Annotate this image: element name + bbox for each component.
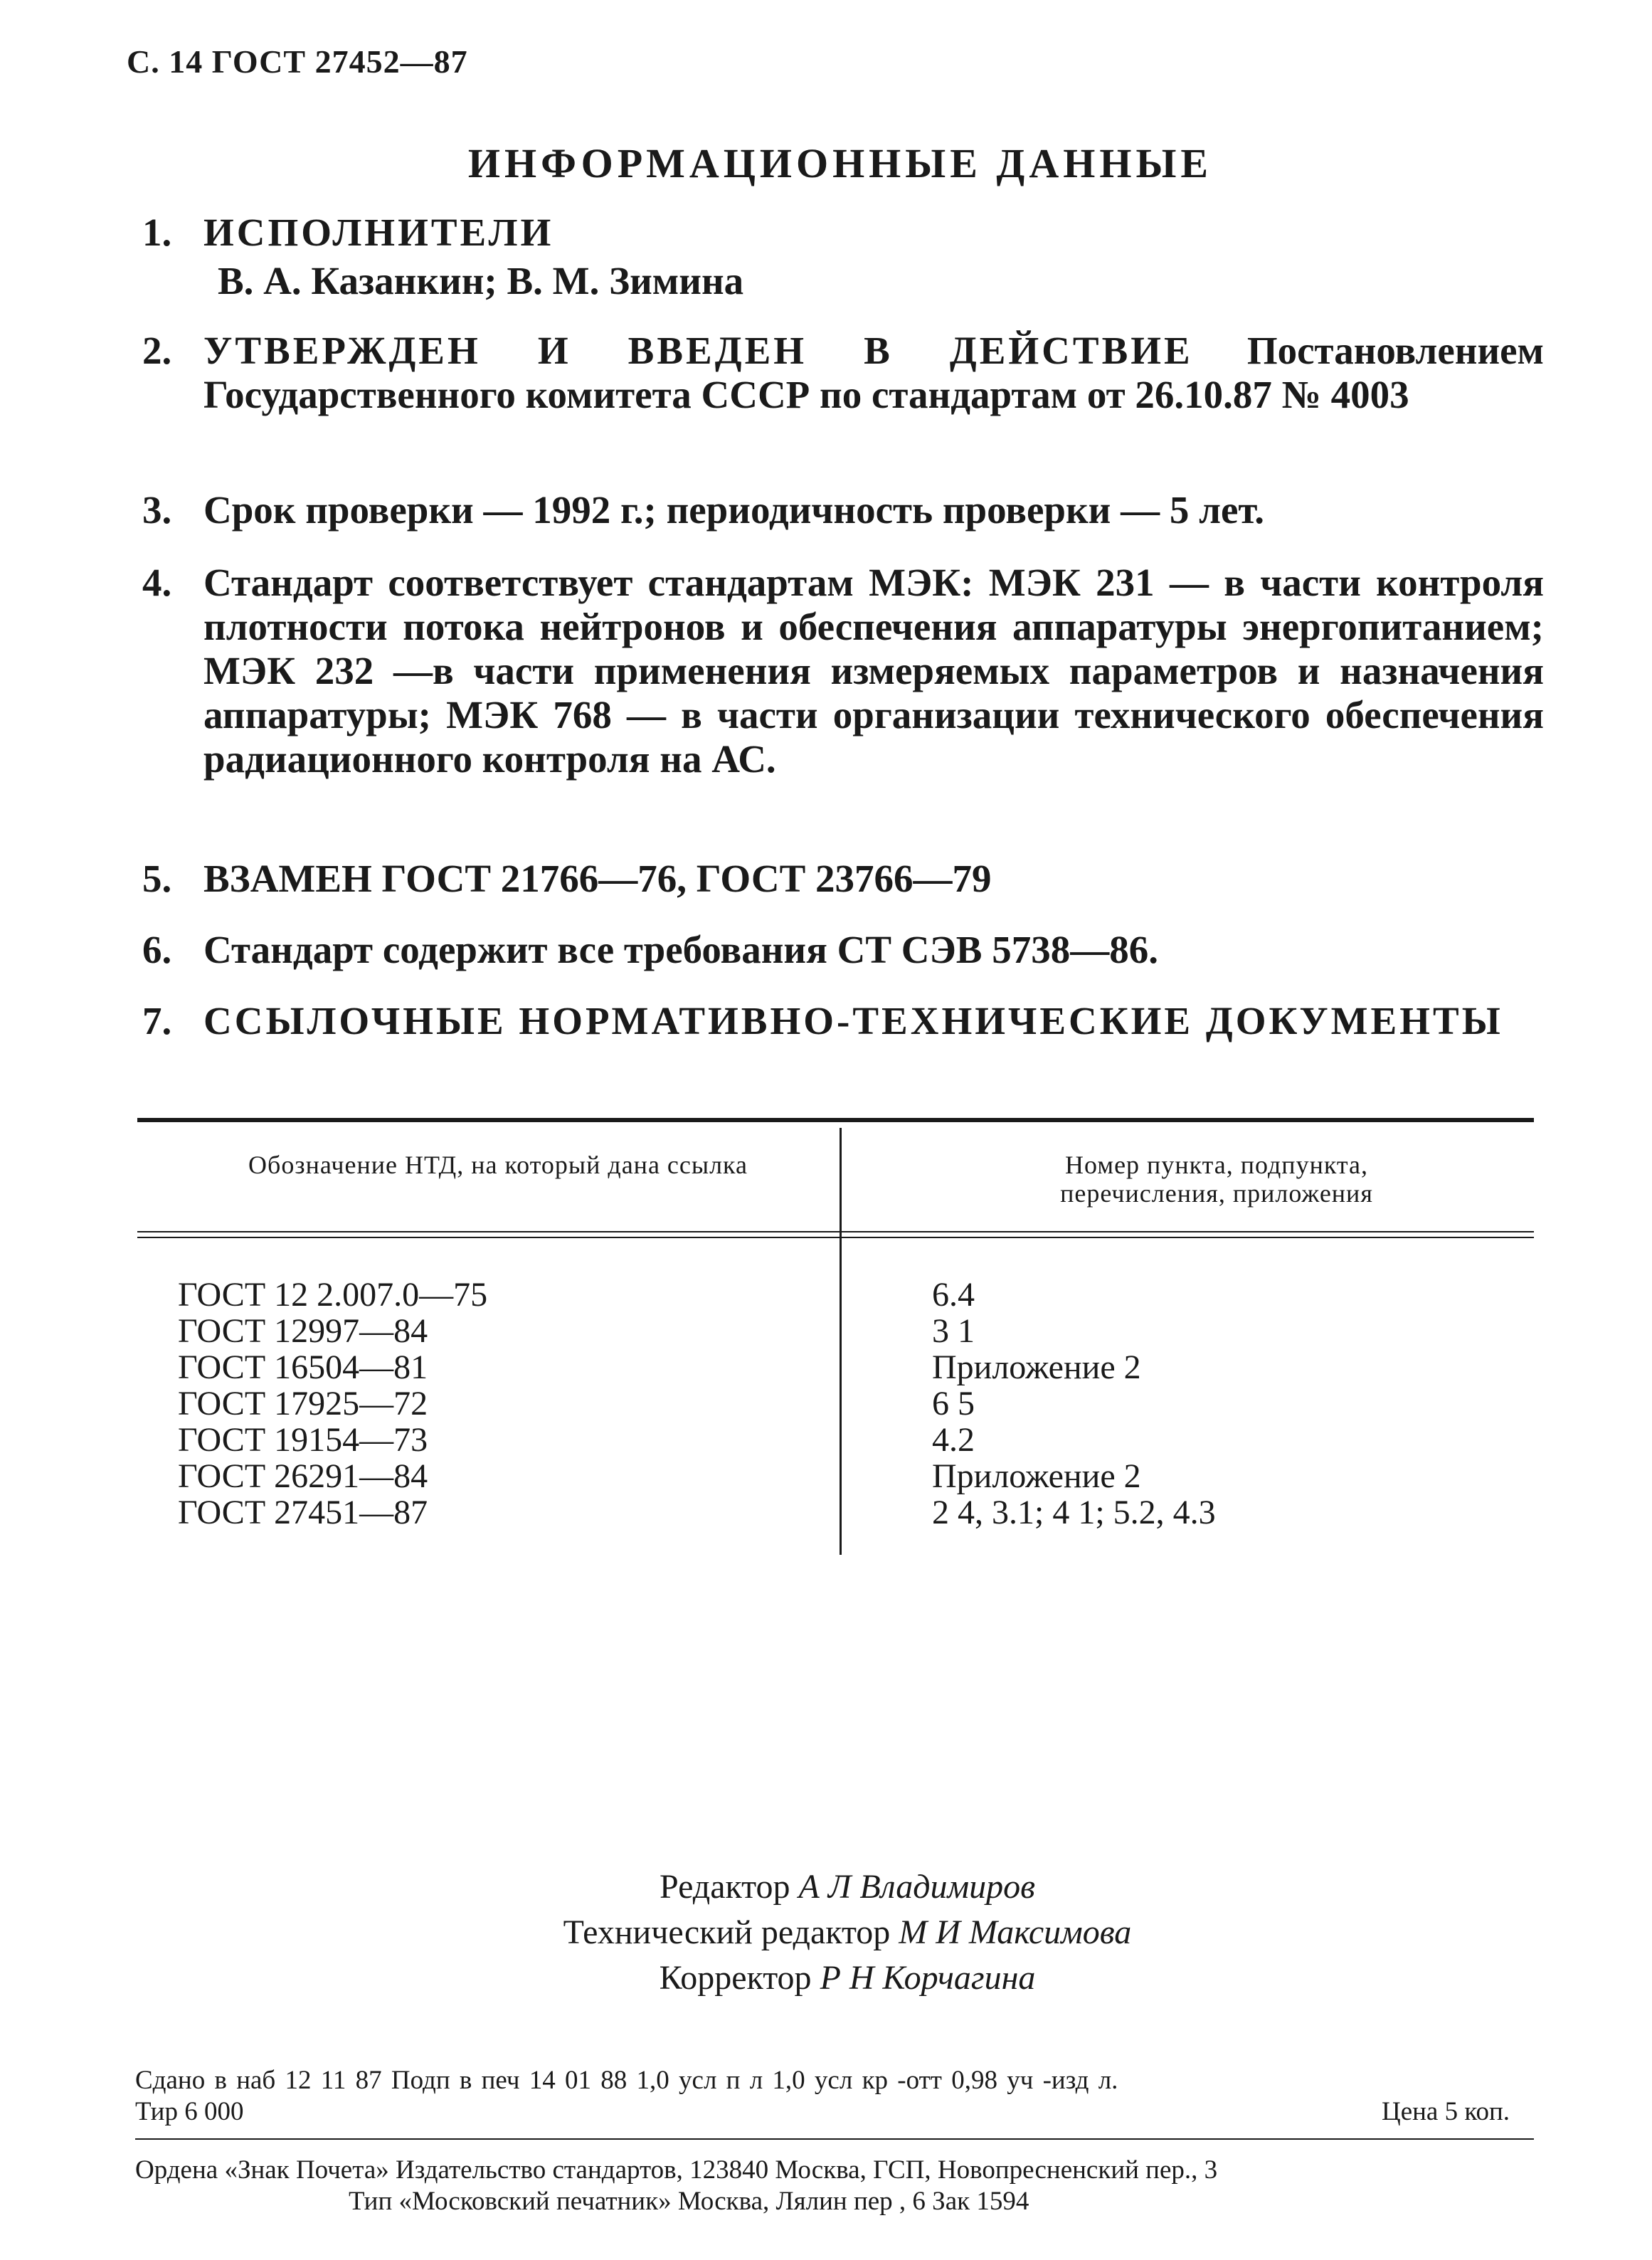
staff-credits bbox=[0, 1864, 1652, 2001]
item-number: 3. bbox=[142, 488, 172, 532]
info-item-6 bbox=[142, 928, 1544, 972]
info-item-2 bbox=[142, 329, 1544, 417]
imprint-printer: Тип «Московский печатник» Москва, Лялин пер , 6 Зак 1594 bbox=[349, 2187, 1029, 2216]
table-cell: ГОСТ 17925—72 bbox=[178, 1385, 428, 1422]
imprint-publisher: Ордена «Знак Почета» Издательство стандартов, 123840 Москва, ГСП, Новопресненский пер., 3 bbox=[135, 2155, 1218, 2185]
credit-tech-editor: Технический редактор М И Максимова bbox=[563, 1913, 1132, 1951]
info-item-1 bbox=[142, 211, 1544, 303]
info-item-5 bbox=[142, 857, 1544, 901]
table-cell: 2 4, 3.1; 4 1; 5.2, 4.3 bbox=[932, 1494, 1216, 1531]
table-cell: ГОСТ 19154—73 bbox=[178, 1421, 428, 1459]
item-number: 5. bbox=[142, 857, 172, 900]
info-item-4 bbox=[142, 561, 1544, 781]
table-header-designation: Обозначение НТД, на который дана ссылка bbox=[248, 1151, 748, 1179]
item-heading: ССЫЛОЧНЫЕ НОРМАТИВНО-ТЕХНИЧЕСКИЕ ДОКУМЕНТЫ bbox=[203, 999, 1503, 1042]
page-header: С. 14 ГОСТ 27452—87 bbox=[127, 43, 468, 80]
item-text: В. А. Казанкин; В. М. Зимина bbox=[218, 259, 744, 302]
item-text: Стандарт содержит все требования СТ СЭВ 5738—86. bbox=[203, 928, 1158, 971]
item-number: 4. bbox=[142, 561, 172, 604]
item-heading: ИСПОЛНИТЕЛИ bbox=[203, 211, 554, 254]
table-col-clauses bbox=[932, 1277, 1216, 1531]
table-cell: ГОСТ 27451—87 bbox=[178, 1494, 428, 1531]
table-column-divider bbox=[840, 1128, 842, 1555]
item-number: 6. bbox=[142, 928, 172, 971]
item-number: 2. bbox=[142, 329, 172, 372]
table-cell: ГОСТ 12 2.007.0—75 bbox=[178, 1276, 488, 1314]
imprint-divider bbox=[135, 2138, 1534, 2140]
item-text: ВЗАМЕН ГОСТ 21766—76, ГОСТ 23766—79 bbox=[203, 857, 992, 900]
table-col-designations bbox=[178, 1277, 487, 1531]
table-header-rule-2 bbox=[137, 1237, 1534, 1238]
table-cell: Приложение 2 bbox=[932, 1457, 1141, 1495]
page-title: ИНФОРМАЦИОННЫЕ ДАННЫЕ bbox=[467, 140, 1213, 186]
imprint-circulation: Тир 6 000 bbox=[135, 2097, 244, 2126]
table-cell: Приложение 2 bbox=[932, 1348, 1141, 1386]
info-item-3 bbox=[142, 488, 1544, 532]
table-cell: 3 1 bbox=[932, 1312, 975, 1350]
item-number: 7. bbox=[142, 999, 172, 1042]
item-heading: УТВЕРЖДЕН И ВВЕДЕН В ДЕЙСТВИЕ bbox=[203, 329, 1193, 372]
table-header-clause: Номер пункта, подпункта, перечисления, приложения bbox=[1060, 1151, 1373, 1208]
info-item-7 bbox=[142, 999, 1544, 1043]
table-cell: 6 5 bbox=[932, 1385, 975, 1422]
item-number: 1. bbox=[142, 211, 172, 254]
table-cell: ГОСТ 26291—84 bbox=[178, 1457, 428, 1495]
table-header-rule-1 bbox=[137, 1231, 1534, 1232]
item-text: Стандарт соответствует стандартам МЭК: МЭК 231 — в части контроля плотности потока нейтронов и обеспечения аппаратуры энергопитанием; МЭК 232 —в части применения измеряемых параметров и назначения аппаратуры; МЭК 768 — в части организации технического обеспечения радиационного контроля на АС. bbox=[203, 561, 1544, 781]
credit-editor: Редактор А Л Владимиров bbox=[660, 1868, 1035, 1906]
table-cell: ГОСТ 12997—84 bbox=[178, 1312, 428, 1350]
table-cell: ГОСТ 16504—81 bbox=[178, 1348, 428, 1386]
item-text: Постановлением Государственного комитета СССР по стандартам от 26.10.87 № 4003 bbox=[203, 329, 1545, 416]
credit-proofreader: Корректор Р Н Корчагина bbox=[659, 1959, 1036, 1997]
imprint-price: Цена 5 коп. bbox=[1381, 2097, 1510, 2126]
item-text: Срок проверки — 1992 г.; периодичность проверки — 5 лет. bbox=[203, 488, 1264, 532]
table-cell: 4.2 bbox=[932, 1421, 975, 1459]
table-cell: 6.4 bbox=[932, 1276, 975, 1314]
table-top-rule bbox=[137, 1118, 1534, 1122]
imprint-print-data: Сдано в наб 12 11 87 Подп в печ 14 01 88 1,0 усл п л 1,0 усл кр -отт 0,98 уч -изд л. bbox=[135, 2066, 1118, 2095]
